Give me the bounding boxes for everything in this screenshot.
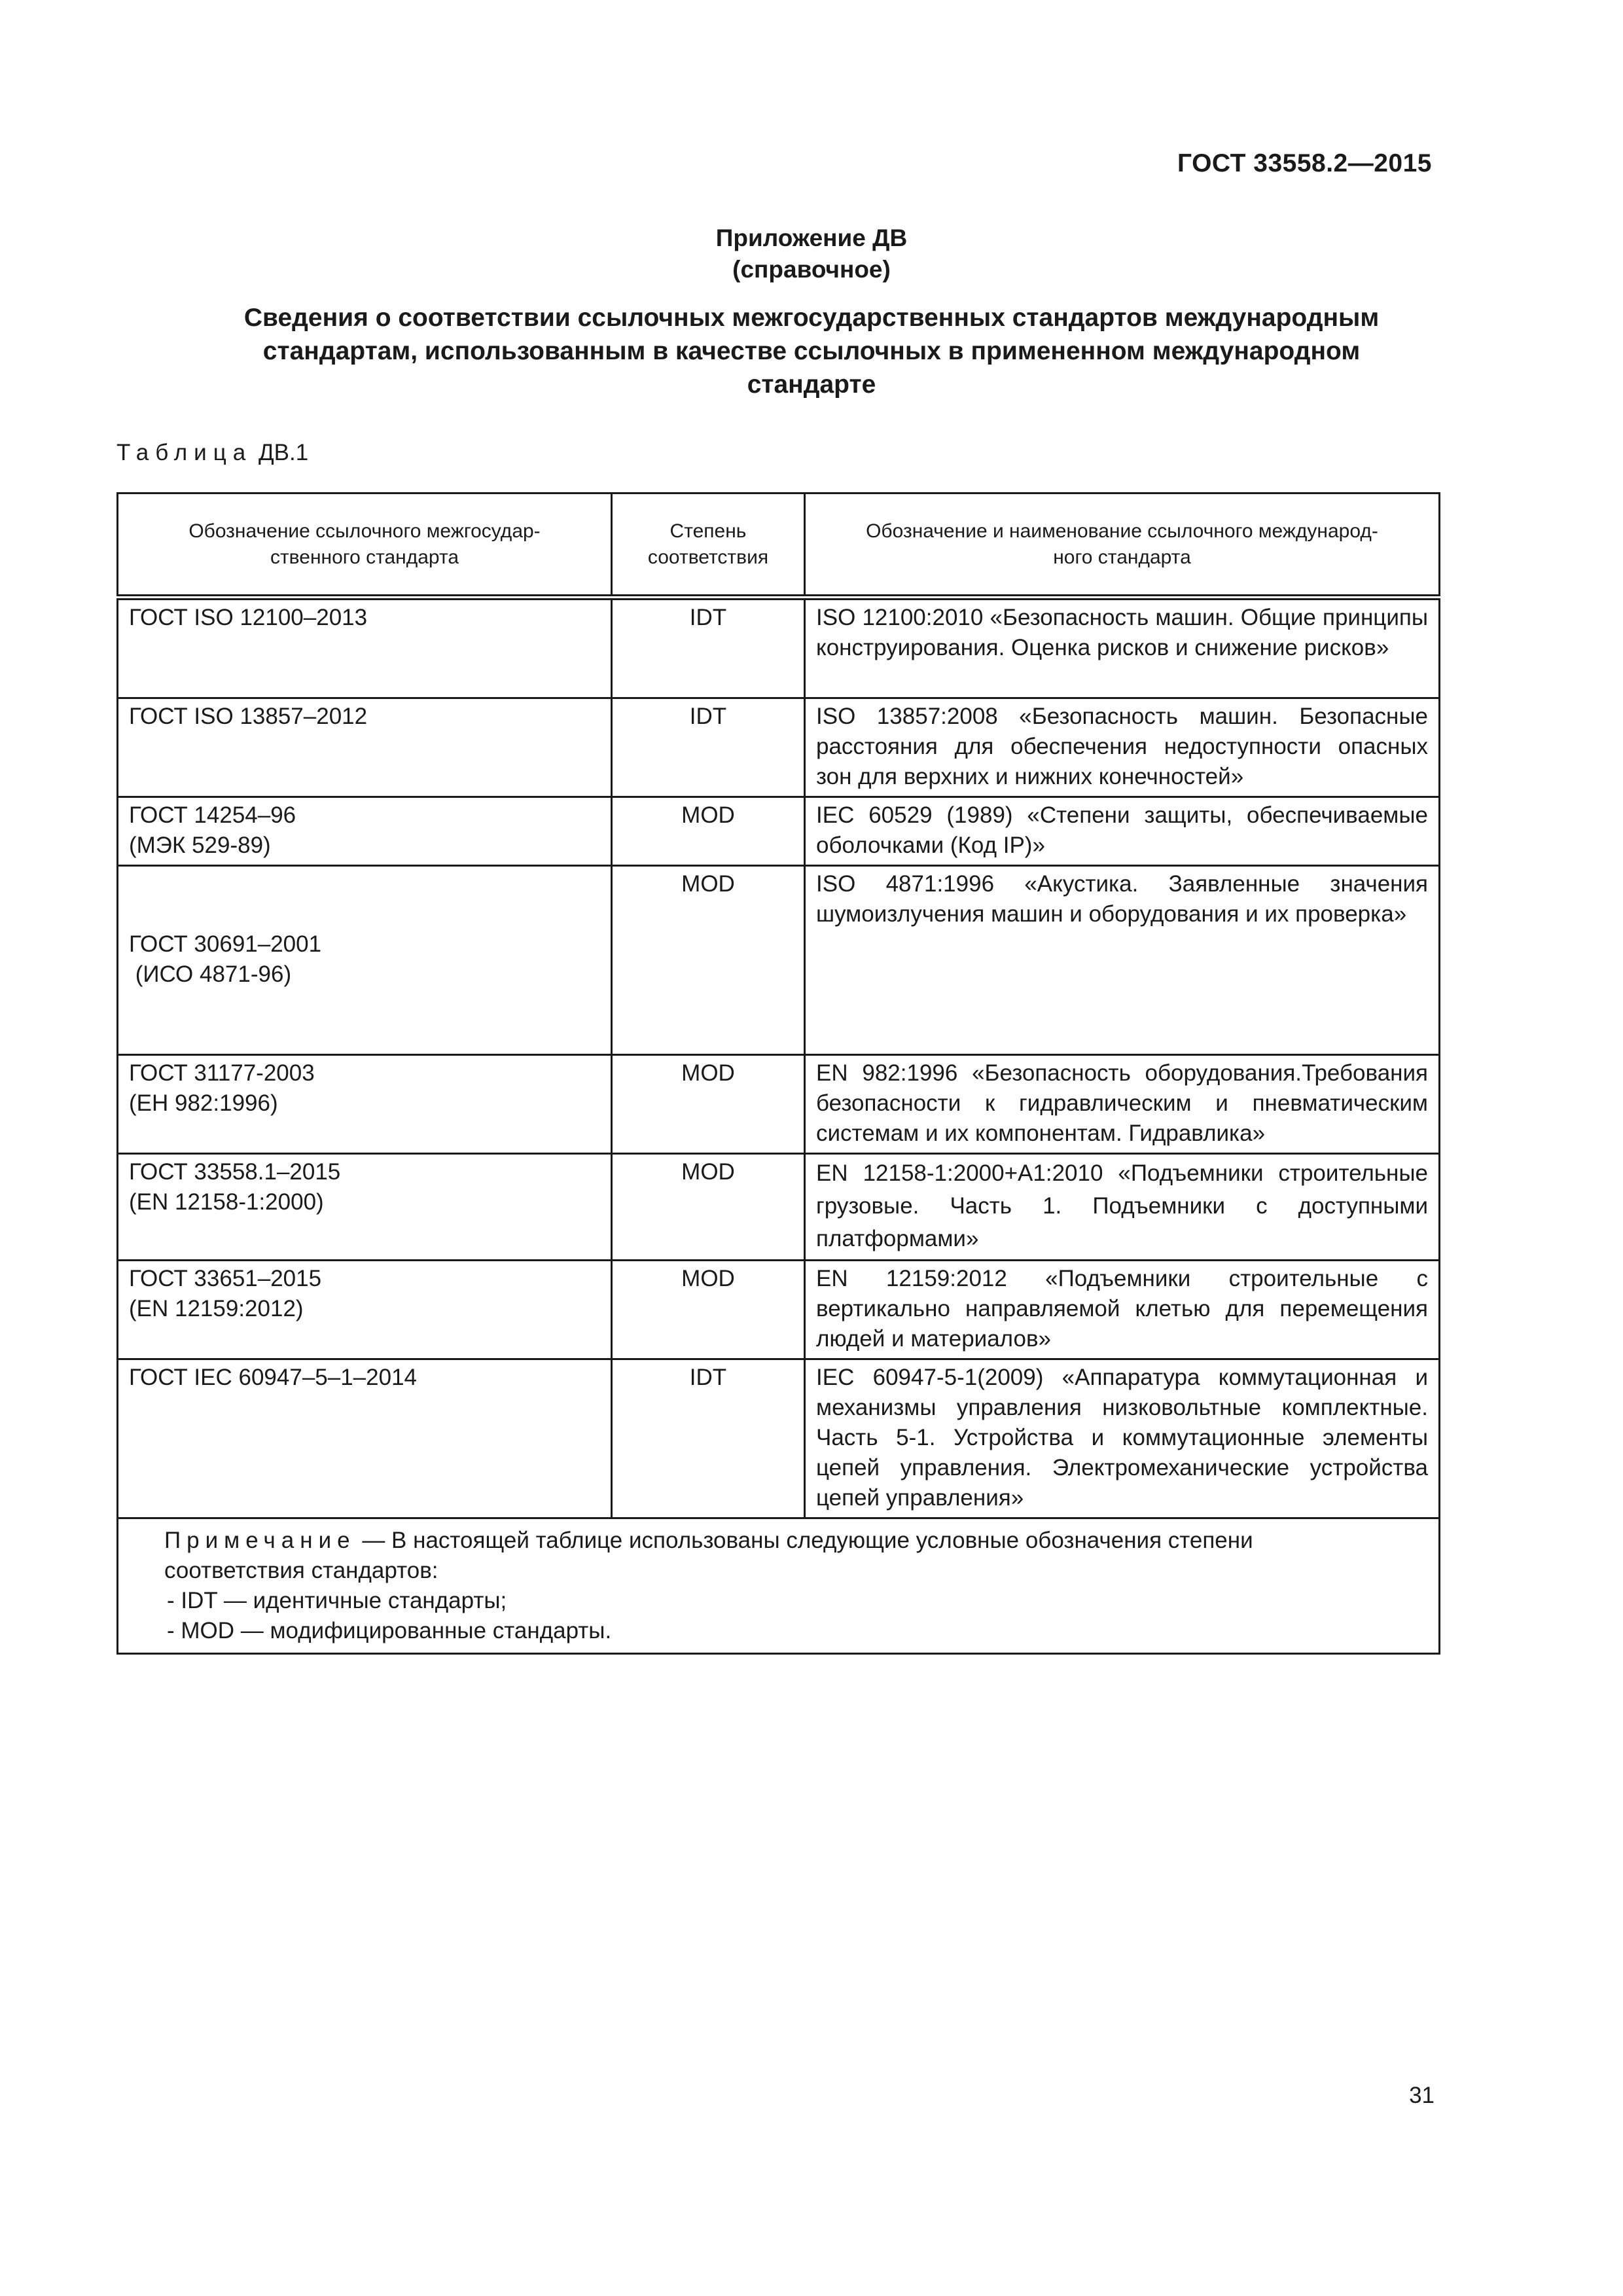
cell-degree: MOD (612, 1154, 805, 1261)
reference-standards-table (116, 492, 1440, 1655)
table-row (118, 797, 1440, 866)
cell-international: IEC 60947-5-1(2009) «Аппаратура коммутационная и механизмы управления низковольтные комплектные. Часть 5-1. Устройства и коммутационные элементы цепей управления. Электромеханические устройства цепей управления» (805, 1359, 1440, 1518)
table-row (118, 698, 1440, 797)
cell-degree: IDT (612, 698, 805, 797)
table-row (118, 1055, 1440, 1154)
table-caption-id: ДВ.1 (258, 440, 309, 465)
annex-label: Приложение ДВ (715, 224, 908, 251)
cell-degree: MOD (612, 797, 805, 866)
annex-heading (0, 223, 1623, 285)
cell-degree: IDT (612, 1359, 805, 1518)
cell-degree: MOD (612, 1261, 805, 1359)
header-international-standard: Обозначение и наименование ссылочного международ- ного стандарта (805, 493, 1440, 598)
note-label: Примечание (164, 1528, 356, 1553)
note-text: — В настоящей таблице использованы следующие условные обозначения степени соответствия стандартов: (164, 1528, 1253, 1583)
page-number: 31 (1409, 2083, 1435, 2108)
cell-international: ISO 4871:1996 «Акустика. Заявленные значения шумоизлучения машин и оборудования и их проверка» (805, 866, 1440, 1055)
table-row (118, 1261, 1440, 1359)
cell-interstate: ГОСТ 33651–2015 (EN 12159:2012) (118, 1261, 612, 1359)
cell-international: ISO 12100:2010 «Безопасность машин. Общие принципы конструирования. Оценка рисков и снижение рисков» (805, 598, 1440, 698)
cell-interstate: ГОСТ ISO 12100–2013 (118, 598, 612, 698)
note-item-mod: - MOD — модифицированные стандарты. (167, 1618, 612, 1643)
cell-degree: MOD (612, 1055, 805, 1154)
table-caption-word: Таблица (116, 440, 253, 465)
annex-title-line: Сведения о соответствии ссылочных межгосударственных стандартов международным (243, 304, 1380, 332)
table-note (118, 1518, 1440, 1654)
cell-interstate: ГОСТ 33558.1–2015 (EN 12158-1:2000) (118, 1154, 612, 1261)
annex-title-line: стандарте (747, 370, 876, 399)
cell-degree: IDT (612, 598, 805, 698)
annex-title (131, 301, 1492, 401)
cell-interstate: ГОСТ 31177-2003 (ЕН 982:1996) (118, 1055, 612, 1154)
cell-interstate: ГОСТ ISO 13857–2012 (118, 698, 612, 797)
note-item-idt: - IDT — идентичные стандарты; (167, 1588, 507, 1613)
document-code: ГОСТ 33558.2—2015 (1177, 149, 1432, 177)
table-row (118, 866, 1440, 1055)
cell-international: EN 12158-1:2000+A1:2010 «Подъемники строительные грузовые. Часть 1. Подъемники с доступными платформами» (805, 1154, 1440, 1261)
cell-interstate: ГОСТ 14254–96 (МЭК 529-89) (118, 797, 612, 866)
header-interstate-standard: Обозначение ссылочного межгосудар- ственного стандарта (118, 493, 612, 598)
cell-international: ISO 13857:2008 «Безопасность машин. Безопасные расстояния для обеспечения недоступности опасных зон для верхних и нижних конечностей» (805, 698, 1440, 797)
cell-international: IEC 60529 (1989) «Степени защиты, обеспечиваемые оболочками (Код IP)» (805, 797, 1440, 866)
cell-degree: MOD (612, 866, 805, 1055)
header-degree: Степень соответствия (612, 493, 805, 598)
table-header-row (118, 493, 1440, 598)
cell-interstate: ГОСТ 30691–2001 (ИСО 4871-96) (118, 866, 612, 1055)
table-row (118, 598, 1440, 698)
table-row (118, 1359, 1440, 1518)
annex-title-line: стандартам, использованным в качестве ссылочных в примененном международном (262, 337, 1361, 365)
table-row (118, 1154, 1440, 1261)
annex-status: (справочное) (732, 256, 891, 283)
cell-international: EN 982:1996 «Безопасность оборудования.Требования безопасности к гидравлическим и пневматическим системам и их компонентам. Гидравлика» (805, 1055, 1440, 1154)
cell-interstate: ГОСТ IEC 60947–5–1–2014 (118, 1359, 612, 1518)
table-note-row (118, 1518, 1440, 1654)
cell-international: EN 12159:2012 «Подъемники строительные с вертикально направляемой клетью для перемещения людей и материалов» (805, 1261, 1440, 1359)
table-caption (116, 440, 308, 466)
